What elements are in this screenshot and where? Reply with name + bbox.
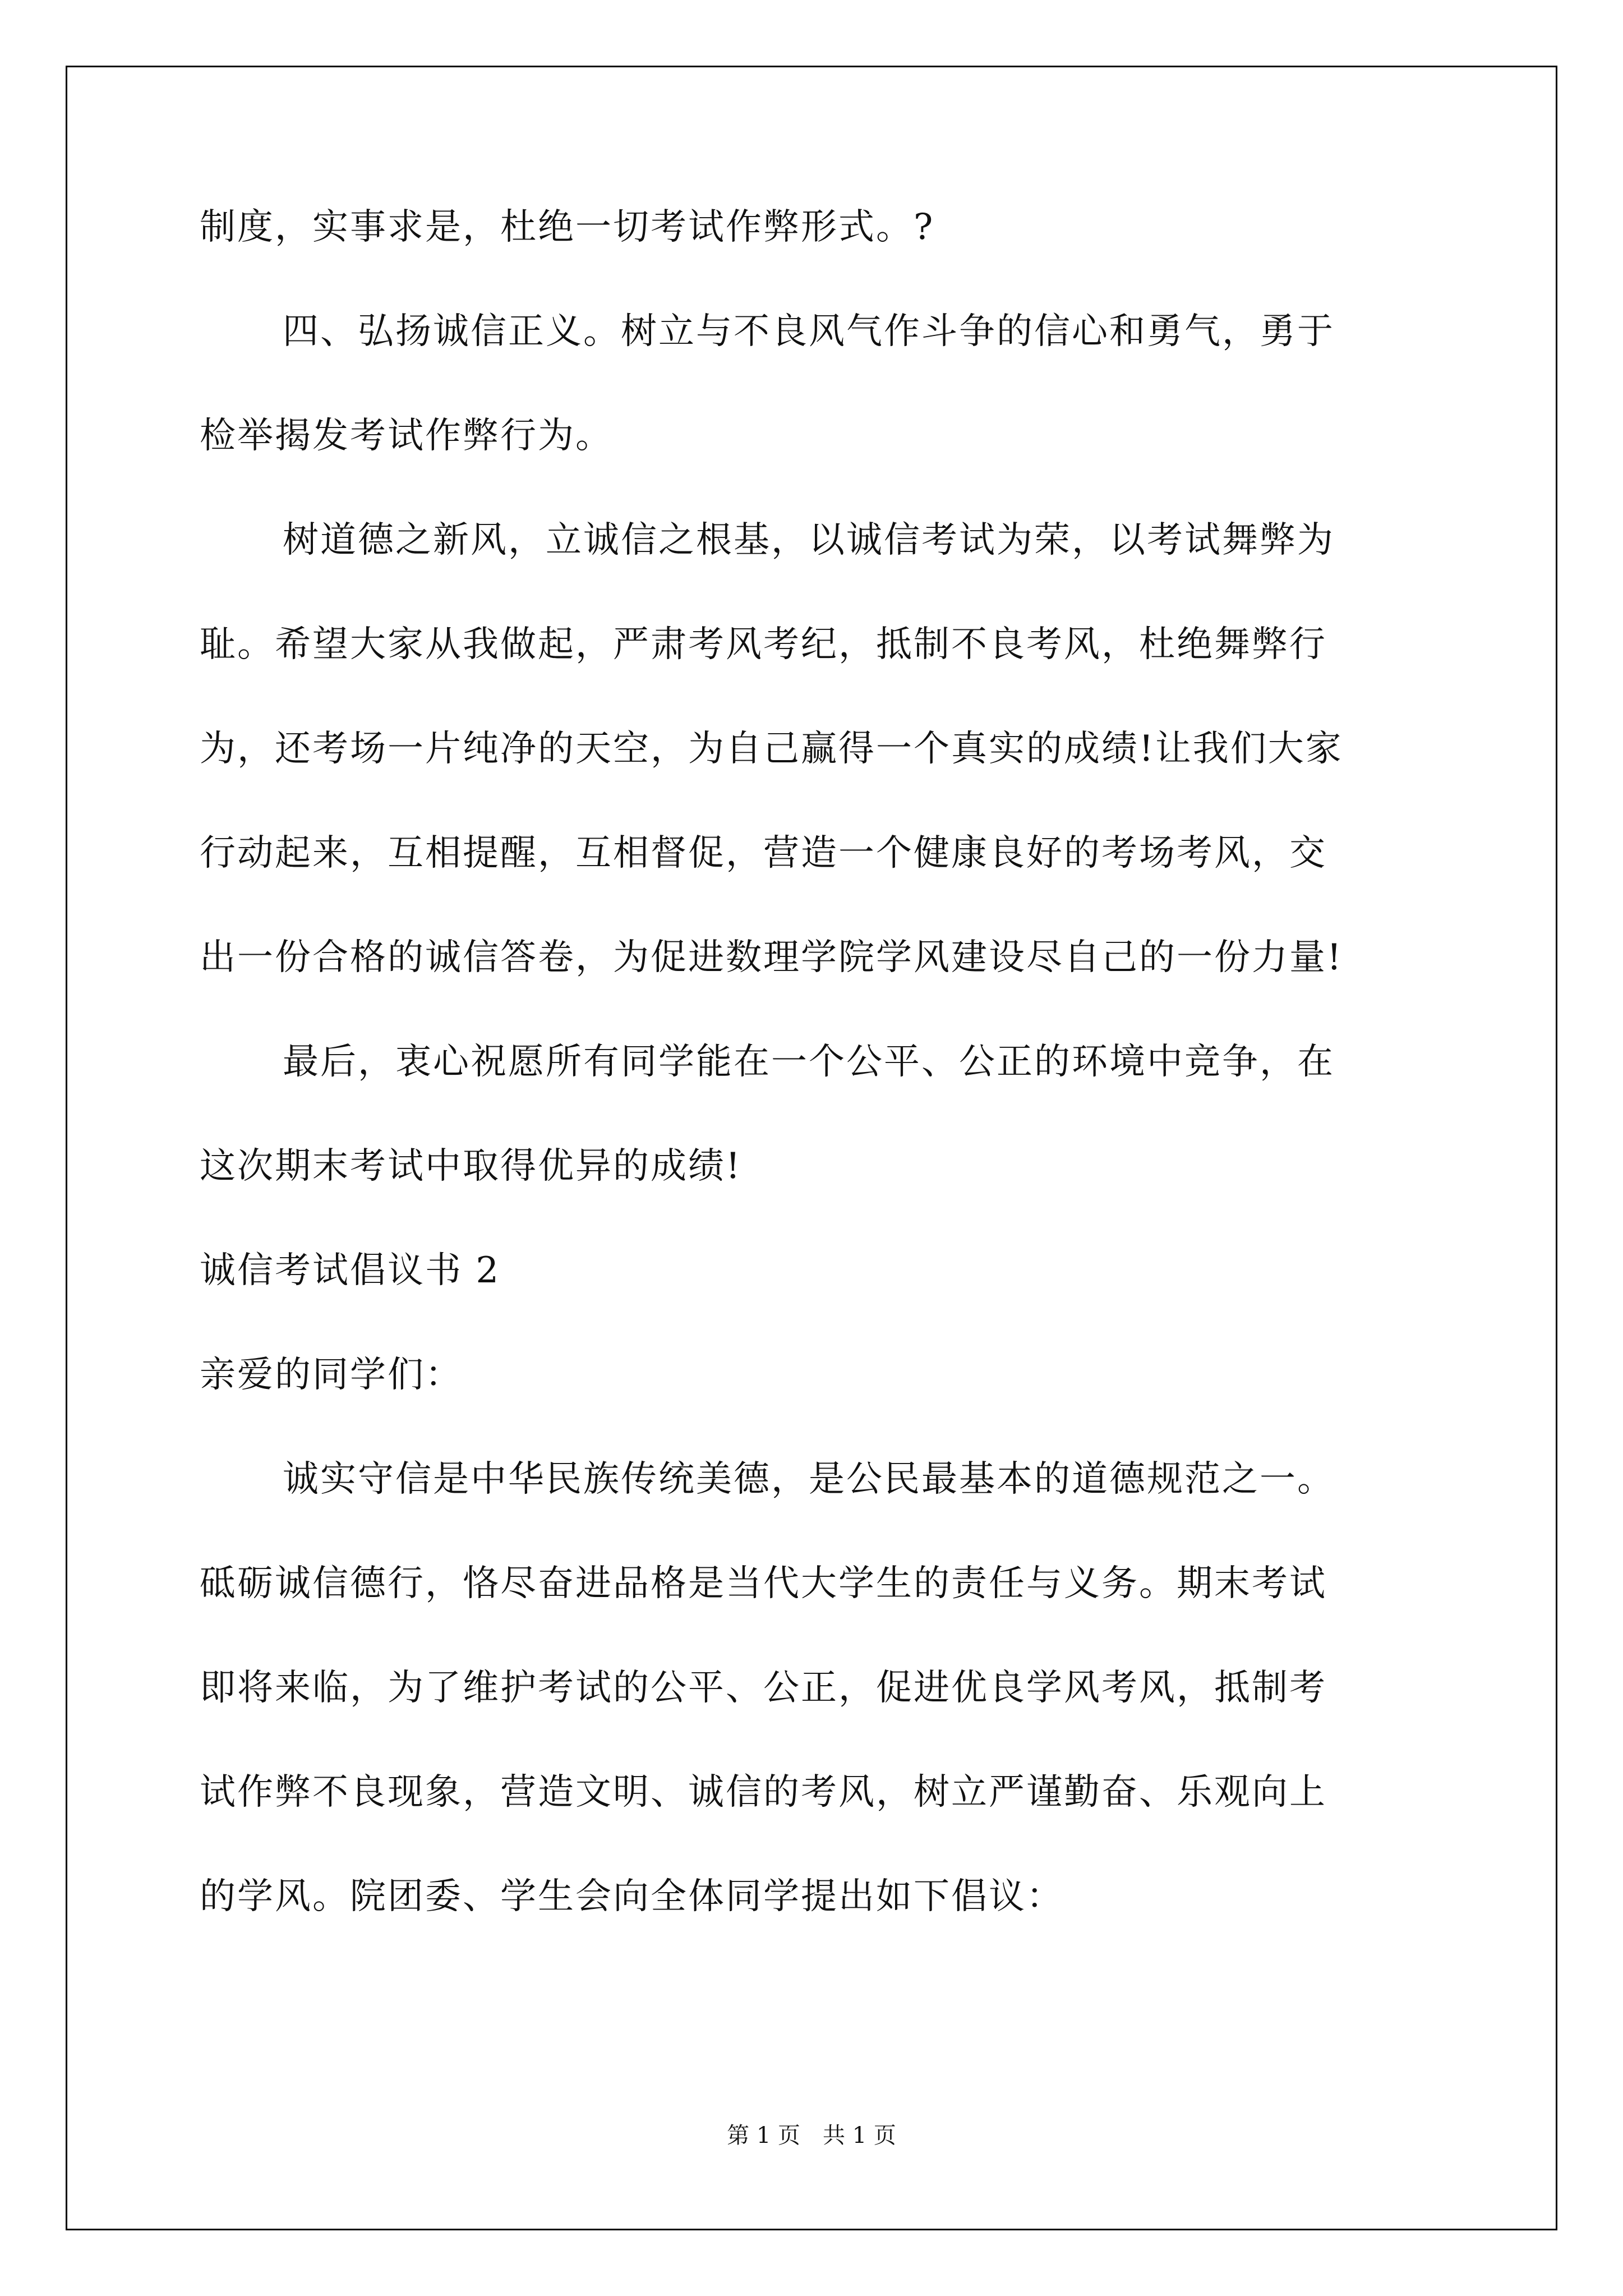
text-line: 出一份合格的诚信答卷，为促进数理学院学风建设尽自己的一份力量! [200,937,1343,978]
text-line: 最后，衷心祝愿所有同学能在一个公平、公正的环境中竞争，在 [283,1041,1335,1083]
section-heading: 诚信考试倡议书 2 [200,1250,501,1291]
text-line: 诚实守信是中华民族传统美德，是公民最基本的道德规范之一。 [283,1458,1335,1500]
text-line: 耻。希望大家从我做起，严肃考风考纪，抵制不良考风，杜绝舞弊行 [200,624,1327,665]
text-line: 砥砺诚信德行，恪尽奋进品格是当代大学生的责任与义务。期末考试 [200,1563,1327,1604]
text-line: 即将来临，为了维护考试的公平、公正，促进优良学风考风，抵制考 [200,1667,1327,1709]
salutation: 亲爱的同学们： [200,1354,463,1396]
text-line: 行动起来，互相提醒，互相督促，营造一个健康良好的考场考风，交 [200,832,1327,874]
text-line: 四、弘扬诚信正义。树立与不良风气作斗争的信心和勇气，勇于 [283,311,1335,352]
text-line: 制度，实事求是，杜绝一切考试作弊形式。? [200,206,935,248]
page-footer: 第 1 页 共 1 页 [727,2123,896,2148]
text-line: 为，还考场一片纯净的天空，为自己赢得一个真实的成绩!让我们大家 [200,728,1343,770]
text-line: 检举揭发考试作弊行为。 [200,415,613,457]
text-line: 试作弊不良现象，营造文明、诚信的考风，树立严谨勤奋、乐观向上 [200,1772,1327,1813]
text-line: 这次期末考试中取得优异的成绩! [200,1145,742,1187]
text-line: 的学风。院团委、学生会向全体同学提出如下倡议： [200,1876,1064,1917]
text-line: 树道德之新风，立诚信之根基，以诚信考试为荣，以考试舞弊为 [283,519,1335,561]
